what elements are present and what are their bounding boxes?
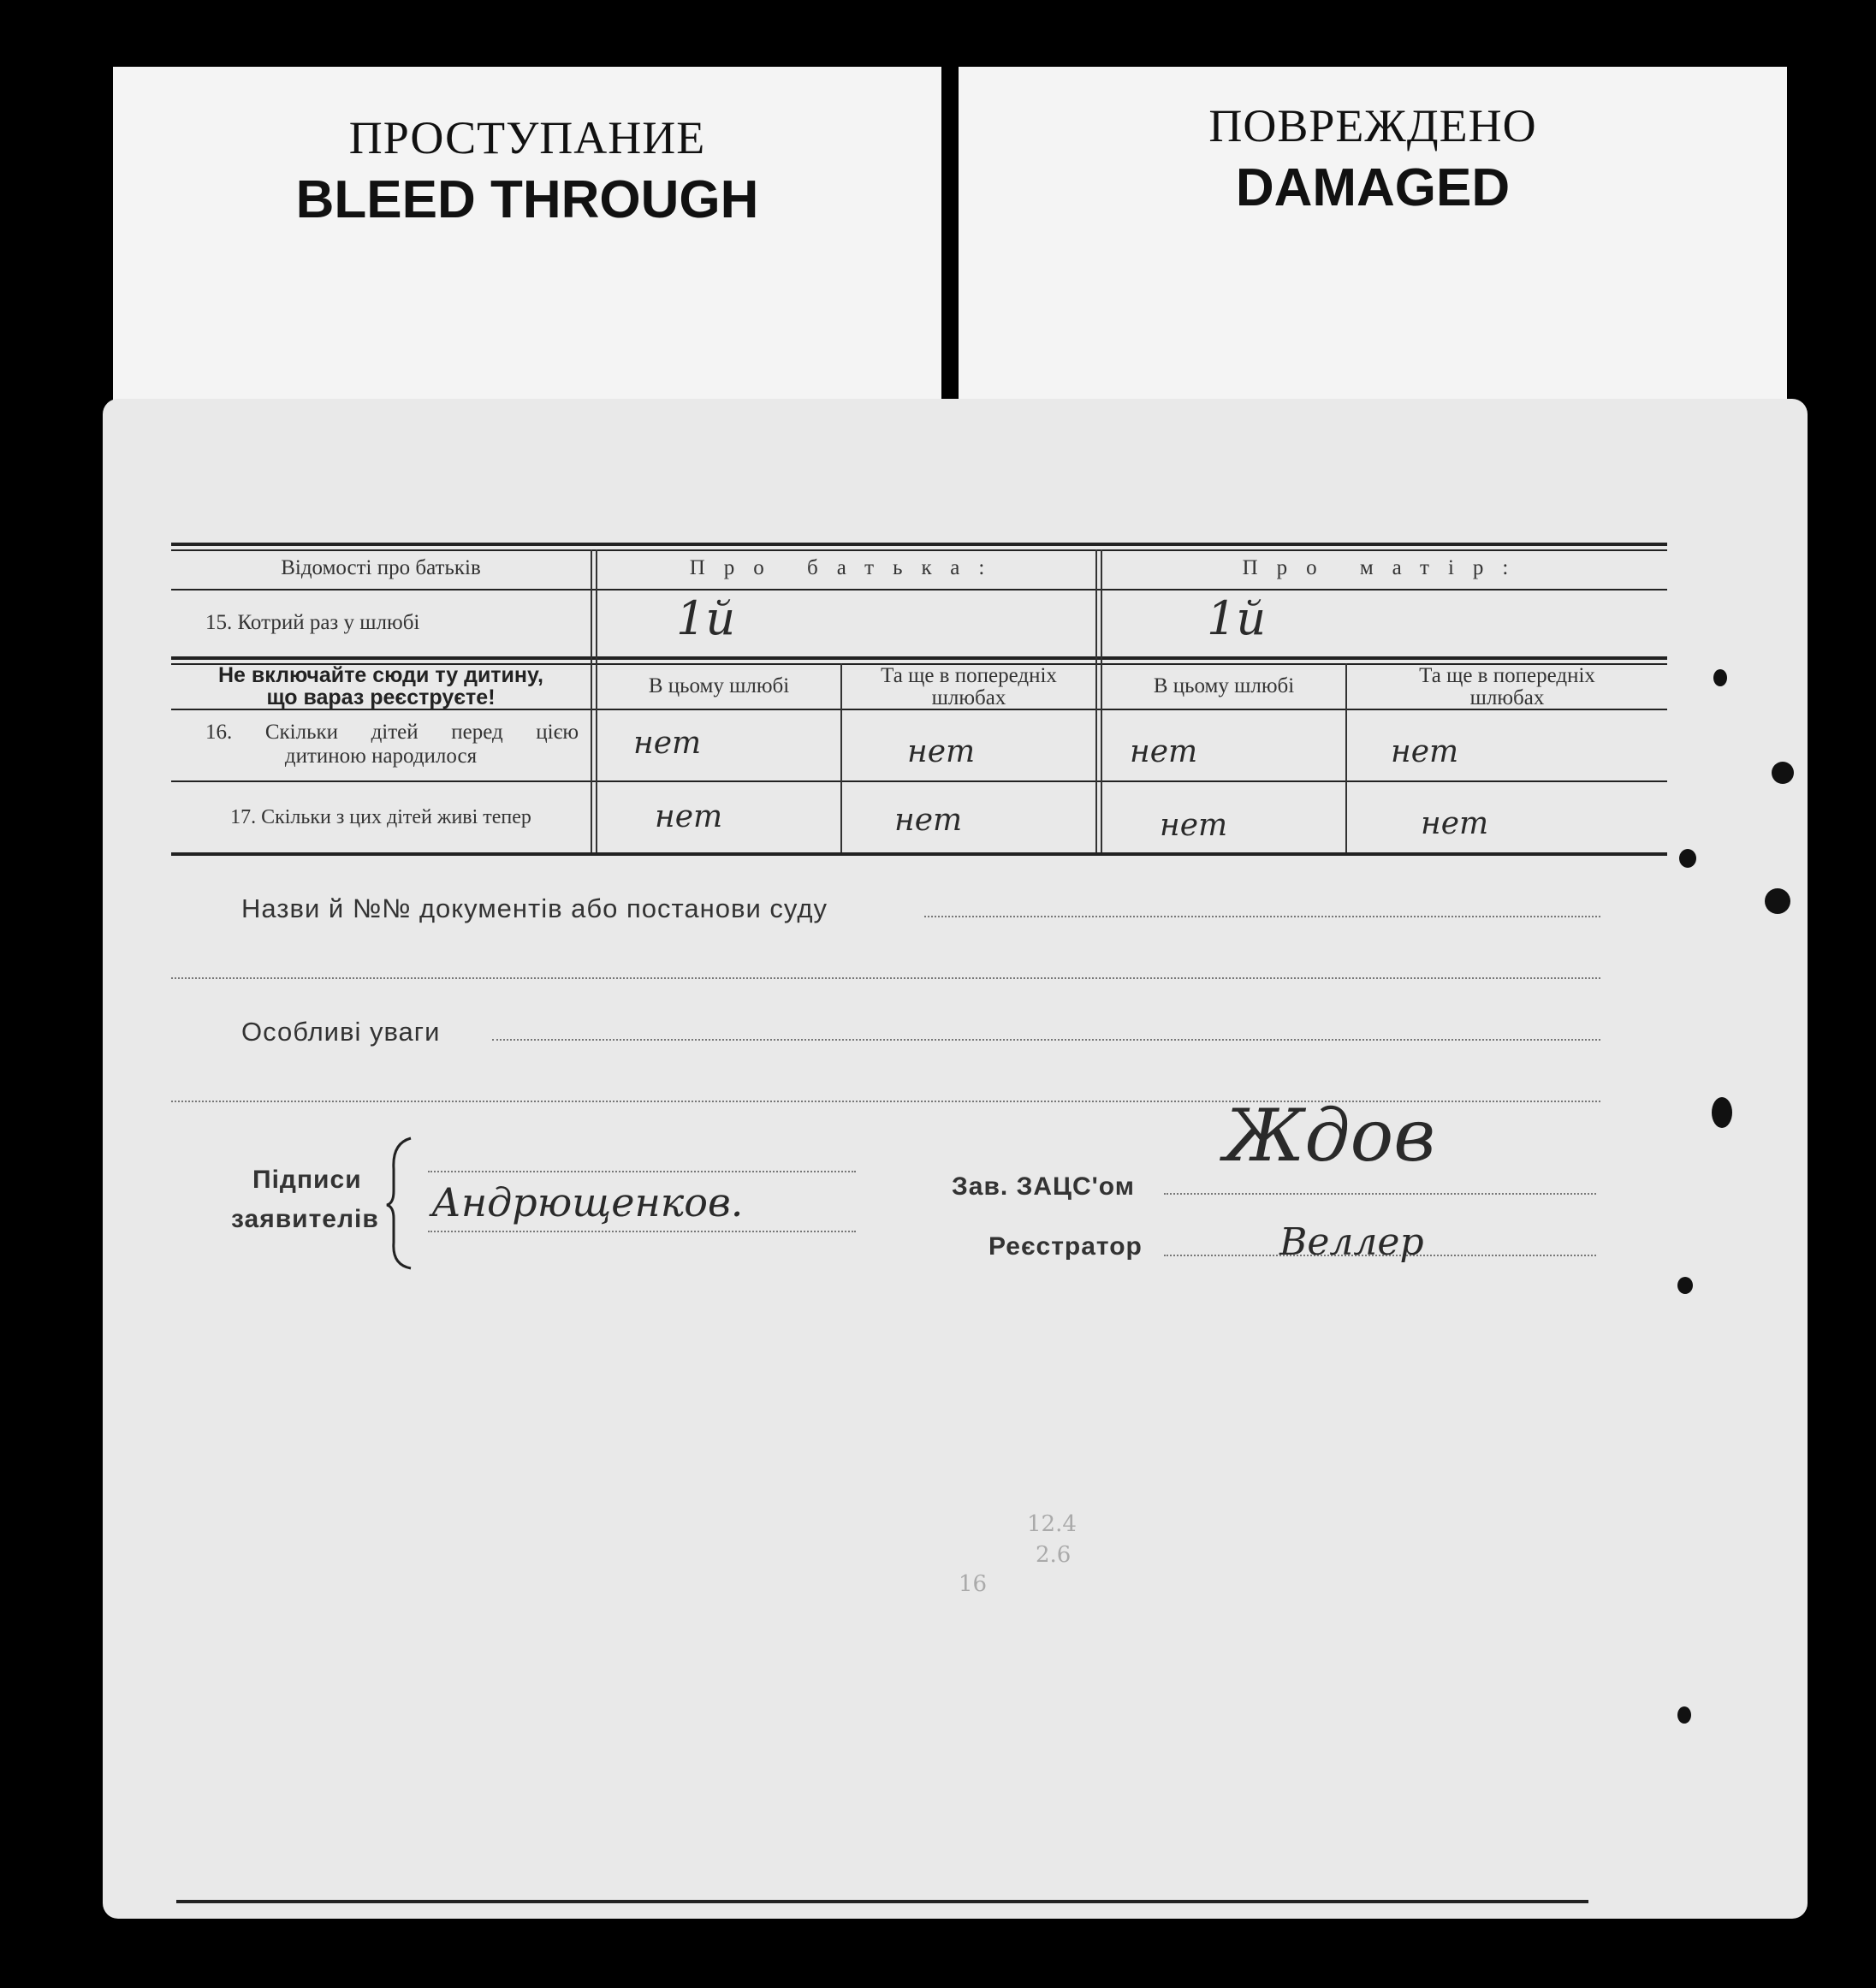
row16-label-line1: 16. Скільки дітей перед цією [205, 721, 579, 744]
documents-line [924, 916, 1600, 917]
bleed-through-card [113, 67, 941, 409]
binding-hole [1677, 1706, 1691, 1724]
row16-mother-previous: нет [1391, 734, 1459, 769]
mother-previous-header-line2: шлюбах [1469, 686, 1545, 709]
row15-father-value: 1й [676, 591, 736, 645]
binding-hole [1772, 762, 1794, 784]
damaged-ru-label: ПОВРЕЖДЕНО [1208, 100, 1537, 151]
damaged-card [959, 67, 1787, 409]
row17-father-this: нет [655, 799, 723, 834]
applicant-signature-line-1 [428, 1171, 856, 1172]
bleed-through-en-label: BLEED THROUGH [295, 170, 759, 229]
bleed-through-ru-label: ПРОСТУПАНИЕ [348, 112, 706, 163]
signatures-label-line1: Підписи [252, 1166, 362, 1194]
bleed-mark-2: 2.6 [1036, 1542, 1072, 1568]
binding-hole [1712, 1097, 1732, 1128]
row15-mother-value: 1й [1207, 591, 1267, 645]
head-label: Зав. ЗАЦС'ом [952, 1172, 1135, 1201]
bleed-mark-1: 12.4 [1027, 1511, 1077, 1537]
head-signature: Ждов [1224, 1094, 1436, 1178]
row17-mother-this: нет [1160, 808, 1228, 843]
header-father: Про батька: [689, 556, 1004, 579]
row16-father-previous: нет [907, 734, 976, 769]
head-signature-line [1164, 1193, 1596, 1195]
binding-hole [1713, 669, 1727, 686]
mother-this-marriage-header: В цьому шлюбі [1153, 674, 1295, 697]
father-previous-header-line1: Та ще в попередніх [881, 664, 1057, 687]
row16-label-line2: дитиною народилося [284, 745, 478, 768]
header-mother: Про матір: [1242, 556, 1528, 579]
father-previous-header-line2: шлюбах [931, 686, 1006, 709]
damaged-en-label: DAMAGED [1235, 158, 1511, 217]
exclusion-note-line1: Не включайте сюди ту дитину, [218, 663, 543, 687]
row15-label: 15. Котрий раз у шлюбі [205, 611, 420, 634]
applicant-signature: Андрющенков. [431, 1179, 744, 1225]
document-sheet [103, 399, 1808, 1919]
documents-label: Назви й №№ документів або постанови суду [241, 893, 828, 923]
signatures-brace [385, 1135, 419, 1272]
documents-line-2 [171, 977, 1600, 979]
signatures-label-line2: заявителів [231, 1205, 379, 1233]
row16-mother-this: нет [1130, 734, 1198, 769]
row17-label: 17. Скільки з цих дітей живі тепер [230, 806, 531, 828]
bleed-mark-3: 16 [959, 1571, 988, 1597]
exclusion-note-line2: що вараз реєструєте! [266, 685, 496, 709]
row17-mother-previous: нет [1421, 806, 1489, 841]
mother-previous-header-line1: Та ще в попередніх [1419, 664, 1595, 687]
special-notes-line [492, 1039, 1600, 1041]
header-parents-info: Відомості про батьків [281, 556, 481, 579]
registrar-signature: Веллер [1279, 1220, 1424, 1264]
row17-father-previous: нет [894, 803, 963, 838]
binding-hole [1677, 1277, 1693, 1294]
row16-father-this: нет [633, 726, 702, 761]
registrar-label: Реєстратор [988, 1232, 1143, 1261]
bottom-rule [176, 1900, 1588, 1903]
applicant-signature-line-2 [428, 1231, 856, 1232]
special-notes-label: Особливі уваги [241, 1017, 441, 1047]
binding-hole [1765, 888, 1790, 914]
binding-hole [1679, 849, 1696, 868]
father-this-marriage-header: В цьому шлюбі [648, 674, 790, 697]
